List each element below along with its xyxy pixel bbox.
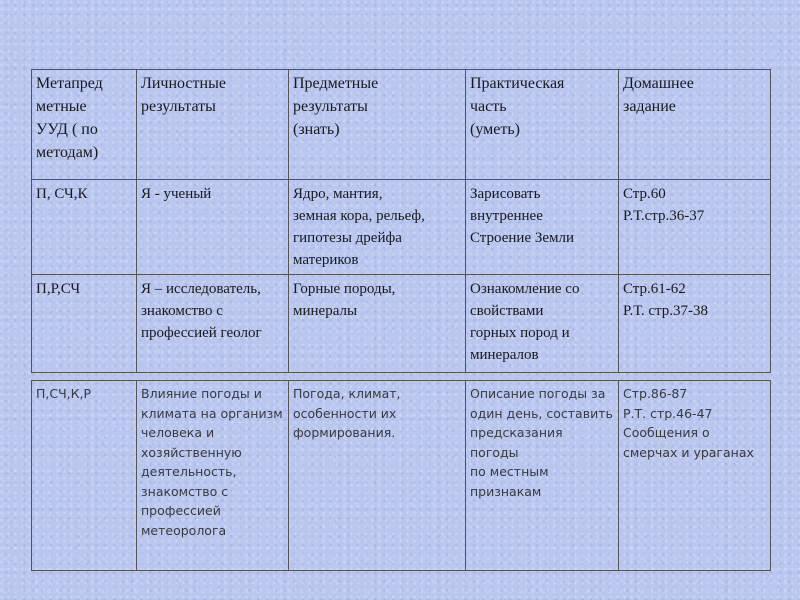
table-header-row: [32, 70, 771, 180]
cell-text: П,СЧ,К,Р: [36, 386, 92, 401]
table-cell: [32, 381, 137, 571]
table-cell: [466, 180, 619, 275]
header-subject-text: Предметные результаты (знать): [293, 75, 379, 138]
cell-text: П, СЧ,К: [36, 186, 88, 202]
header-homework-text: Домашнее задание: [623, 75, 694, 115]
cell-text: П,Р,СЧ: [36, 281, 81, 297]
header-personal-text: Личностные результаты: [141, 75, 226, 115]
cell-text: Описание погоды за один день, составить предсказания погоды по местным признакам: [470, 386, 613, 499]
header-cell-uud: [32, 70, 137, 180]
header-cell-practical: [466, 70, 619, 180]
table-cell: [619, 381, 771, 571]
table-cell: [289, 381, 466, 571]
table-cell: [137, 180, 289, 275]
cell-text: Я – исследователь, знакомство с профессией геолог: [141, 281, 262, 341]
cell-text: Погода, климат, особенности их формирования.: [293, 386, 401, 440]
cell-text: Зарисовать внутреннее Строение Земли: [470, 186, 575, 246]
cell-text: Ознакомление со свойствами горных пород и минералов: [470, 281, 580, 363]
header-cell-personal: [137, 70, 289, 180]
cell-text: Стр.60 Р.Т.стр.36-37: [623, 186, 705, 224]
table-cell: [137, 275, 289, 373]
header-cell-homework: [619, 70, 771, 180]
table-cell: [32, 275, 137, 373]
table-cell: [289, 180, 466, 275]
table-row: [32, 180, 771, 275]
cell-text: Стр.61-62 Р.Т. стр.37-38: [623, 281, 709, 319]
table-cell: [619, 275, 771, 373]
lesson-plan-table-continued: [31, 380, 771, 571]
header-uud-text: Метапред метные УУД ( по методам): [36, 75, 103, 161]
cell-text: Горные породы, минералы: [293, 281, 396, 319]
cell-text: Стр.86-87 Р.Т. стр.46-47 Сообщения о смерчах и ураганах: [623, 386, 754, 460]
cell-text: Влияние погоды и климата на организм человека и хозяйственную деятельность, знакомство с профессией метеоролога: [141, 386, 283, 538]
header-cell-subject: [289, 70, 466, 180]
table-cell: [466, 275, 619, 373]
lesson-plan-table: [31, 69, 771, 373]
table-row: [32, 381, 771, 571]
cell-text: Я - ученый: [141, 186, 212, 202]
table-cell: [466, 381, 619, 571]
table-cell: [32, 180, 137, 275]
header-practical-text: Практическая часть (уметь): [470, 75, 565, 138]
table-row: [32, 275, 771, 373]
table-cell: [289, 275, 466, 373]
table-cell: [619, 180, 771, 275]
cell-text: Ядро, мантия, земная кора, рельеф, гипотезы дрейфа материков: [293, 186, 425, 268]
table-cell: [137, 381, 289, 571]
